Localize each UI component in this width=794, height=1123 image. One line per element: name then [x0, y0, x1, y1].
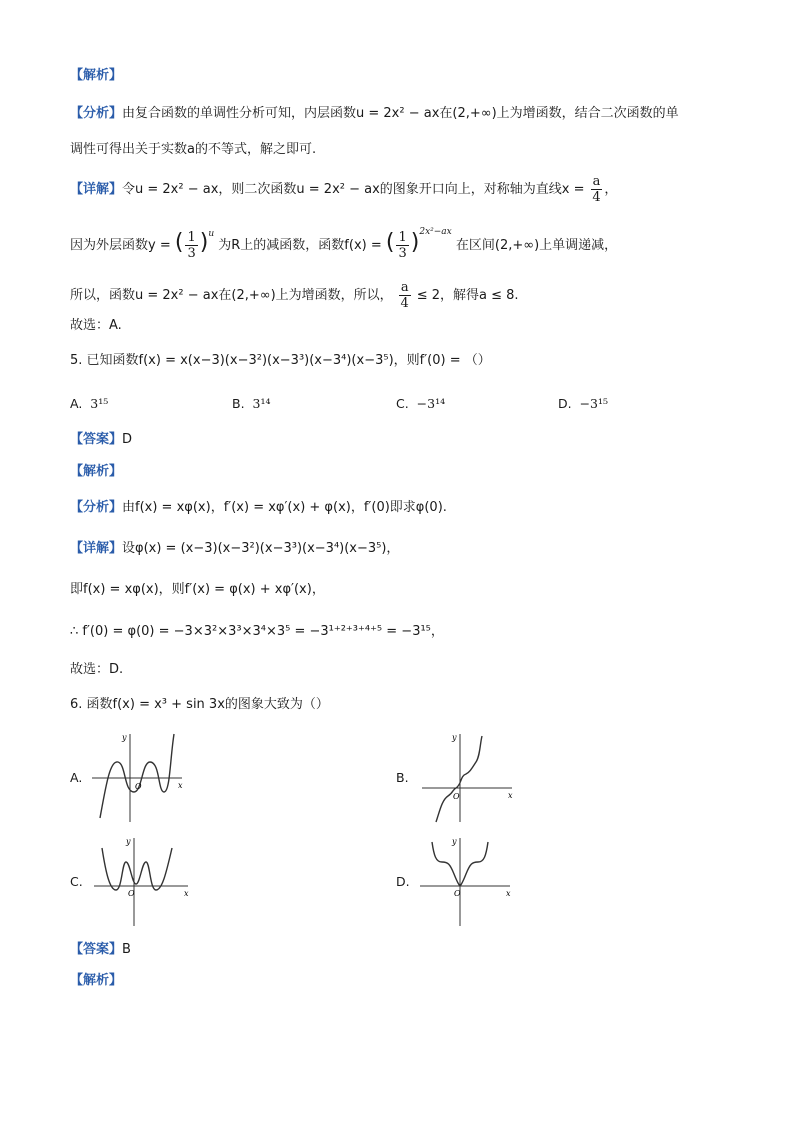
q6-answer-line [70, 940, 131, 960]
exponent-u: u [208, 228, 215, 239]
base-numerator: 1 [187, 230, 196, 245]
q4-answer: 故选：A. [70, 318, 122, 333]
q4-fenxi-line [70, 104, 679, 124]
q6-jiexi-heading [70, 971, 122, 991]
q6-option-c-label: C. [70, 874, 83, 889]
inequality-fraction [399, 280, 411, 311]
q5-option-b [232, 396, 271, 411]
x-axis-label: x [508, 791, 513, 800]
x-axis-label: x [506, 889, 511, 898]
q6-graph-a [90, 730, 190, 825]
base-fraction [185, 230, 197, 261]
jiexi-tag: 【解析】 [70, 464, 123, 479]
q6-option-a-label: A. [70, 770, 83, 785]
q4-conclusion-line [70, 280, 519, 311]
answer-tag: 【答案】 [70, 942, 123, 957]
q5-step2 [70, 580, 325, 600]
answer-tag: 【答案】 [70, 432, 123, 447]
interval-text: 在区间(2,+∞)上单调递减， [455, 238, 618, 253]
axis-fraction [591, 174, 603, 205]
xiangjie-tag: 【详解】 [70, 541, 123, 556]
base-numerator-2: 1 [398, 230, 407, 245]
q5-question-text: 5. 已知函数f(x) = x(x−3)(x−3²)(x−3³)(x−3⁴)(x−3⁵)，则f′(0) = （） [70, 353, 491, 368]
xiangjie-tag: 【详解】 [70, 182, 123, 197]
ineq-denominator: 4 [400, 296, 409, 311]
x-axis-label: x [184, 889, 189, 898]
q5-answer: 故选：D. [70, 662, 124, 677]
fenxi-text: 由f(x) = xφ(x)，f′(x) = xφ′(x) + φ(x)，f′(0)即求φ(0). [122, 500, 447, 515]
q5-option-d [558, 396, 608, 411]
origin-label: O [128, 889, 135, 898]
ineq-numerator: a [400, 280, 409, 295]
y-axis-label: y [126, 837, 131, 846]
base-denominator-2: 3 [398, 246, 407, 261]
base-fraction-2 [396, 230, 408, 261]
xiangjie-text: 令u = 2x² − ax，则二次函数u = 2x² − ax的图象开口向上，对称轴为直线x = [122, 182, 585, 197]
q5-answer-line [70, 430, 132, 450]
fenxi-tag: 【分析】 [70, 106, 123, 121]
option-label: A. [70, 396, 83, 411]
base-denominator: 3 [187, 246, 196, 261]
q5-option-c [396, 396, 445, 411]
option-value: −3¹⁵ [579, 396, 609, 411]
jiexi-tag: 【解析】 [70, 973, 123, 988]
q4-xiangjie-line: 【详解】令u = 2x² − ax，则二次函数u = 2x² − ax的图象开口向上，对称轴为直线x = $\frac{a}{4}$ ， [70, 174, 618, 205]
exponent-quadratic: 2x²−ax [419, 226, 452, 237]
q5-option-a [70, 396, 108, 411]
step3-text: ∴ f′(0) = φ(0) = −3×3²×3³×3⁴×3⁵ = −3¹⁺²⁺³⁺⁴⁺⁵ = −3¹⁵， [70, 624, 444, 639]
q4-jiexi-heading [70, 66, 122, 86]
q6-option-b-label: B. [396, 770, 409, 785]
fenxi-tag: 【分析】 [70, 500, 123, 515]
q6-graph-b [420, 730, 520, 825]
q5-xiangjie-line [70, 539, 399, 559]
option-label: D. [558, 396, 572, 411]
decreasing-text: 为R上的减函数，函数f(x) = [218, 238, 382, 253]
q5-answer-value: D [122, 432, 133, 447]
solution-text: ≤ 2，解得a ≤ 8. [416, 288, 519, 303]
origin-label: O [454, 889, 461, 898]
fraction-denominator: 4 [592, 190, 601, 205]
option-value: 3¹⁴ [252, 396, 271, 411]
q5-fenxi-line [70, 498, 447, 518]
q6-graph-c [92, 834, 192, 929]
outer-function-text: 因为外层函数y = [70, 238, 171, 253]
x-axis-label: x [178, 781, 183, 790]
fenxi-text-2: 调性可得出关于实数a的不等式，解之即可. [70, 142, 317, 157]
q4-fenxi-line2 [70, 140, 316, 160]
q6-graph-d [418, 834, 518, 929]
fenxi-text: 由复合函数的单调性分析可知，内层函数u = 2x² − ax在(2,+∞)上为增函数，结合二次函数的单 [122, 106, 679, 121]
origin-label: O [453, 792, 460, 801]
conclusion-text: 所以，函数u = 2x² − ax在(2,+∞)上为增函数，所以， [70, 288, 393, 303]
y-axis-label: y [452, 837, 457, 846]
q4-answer-line [70, 316, 122, 336]
q6-question-text: 6. 函数f(x) = x³ + sin 3x的图象大致为（） [70, 697, 329, 712]
q5-answer-final [70, 660, 123, 680]
option-value: 3¹⁵ [90, 396, 109, 411]
jiexi-tag: 【解析】 [70, 68, 123, 83]
q5-step3 [70, 622, 444, 642]
y-axis-label: y [452, 733, 457, 742]
option-label: C. [396, 396, 409, 411]
q6-question [70, 695, 329, 715]
q6-option-d-label: D. [396, 874, 410, 889]
q5-jiexi-heading [70, 462, 122, 482]
q5-question [70, 351, 491, 371]
option-value: −3¹⁴ [416, 396, 446, 411]
step2-text: 即f(x) = xφ(x)，则f′(x) = φ(x) + xφ′(x)， [70, 582, 325, 597]
y-axis-label: y [122, 733, 127, 742]
option-label: B. [232, 396, 245, 411]
q6-answer-value: B [122, 942, 131, 957]
origin-label: O [135, 782, 142, 791]
q4-outer-function-line: 因为外层函数y = ( $\frac{1}{3}$ )$^u$ 为R上的减函数，函数f(x) = ( $\frac{1}{3}$ )$^{2x^2-ax}$ 在区间(2,+∞)上单调递减， [70, 226, 618, 261]
fraction-numerator: a [592, 174, 601, 189]
xiangjie-text: 设φ(x) = (x−3)(x−3²)(x−3³)(x−3⁴)(x−3⁵)， [122, 541, 400, 556]
